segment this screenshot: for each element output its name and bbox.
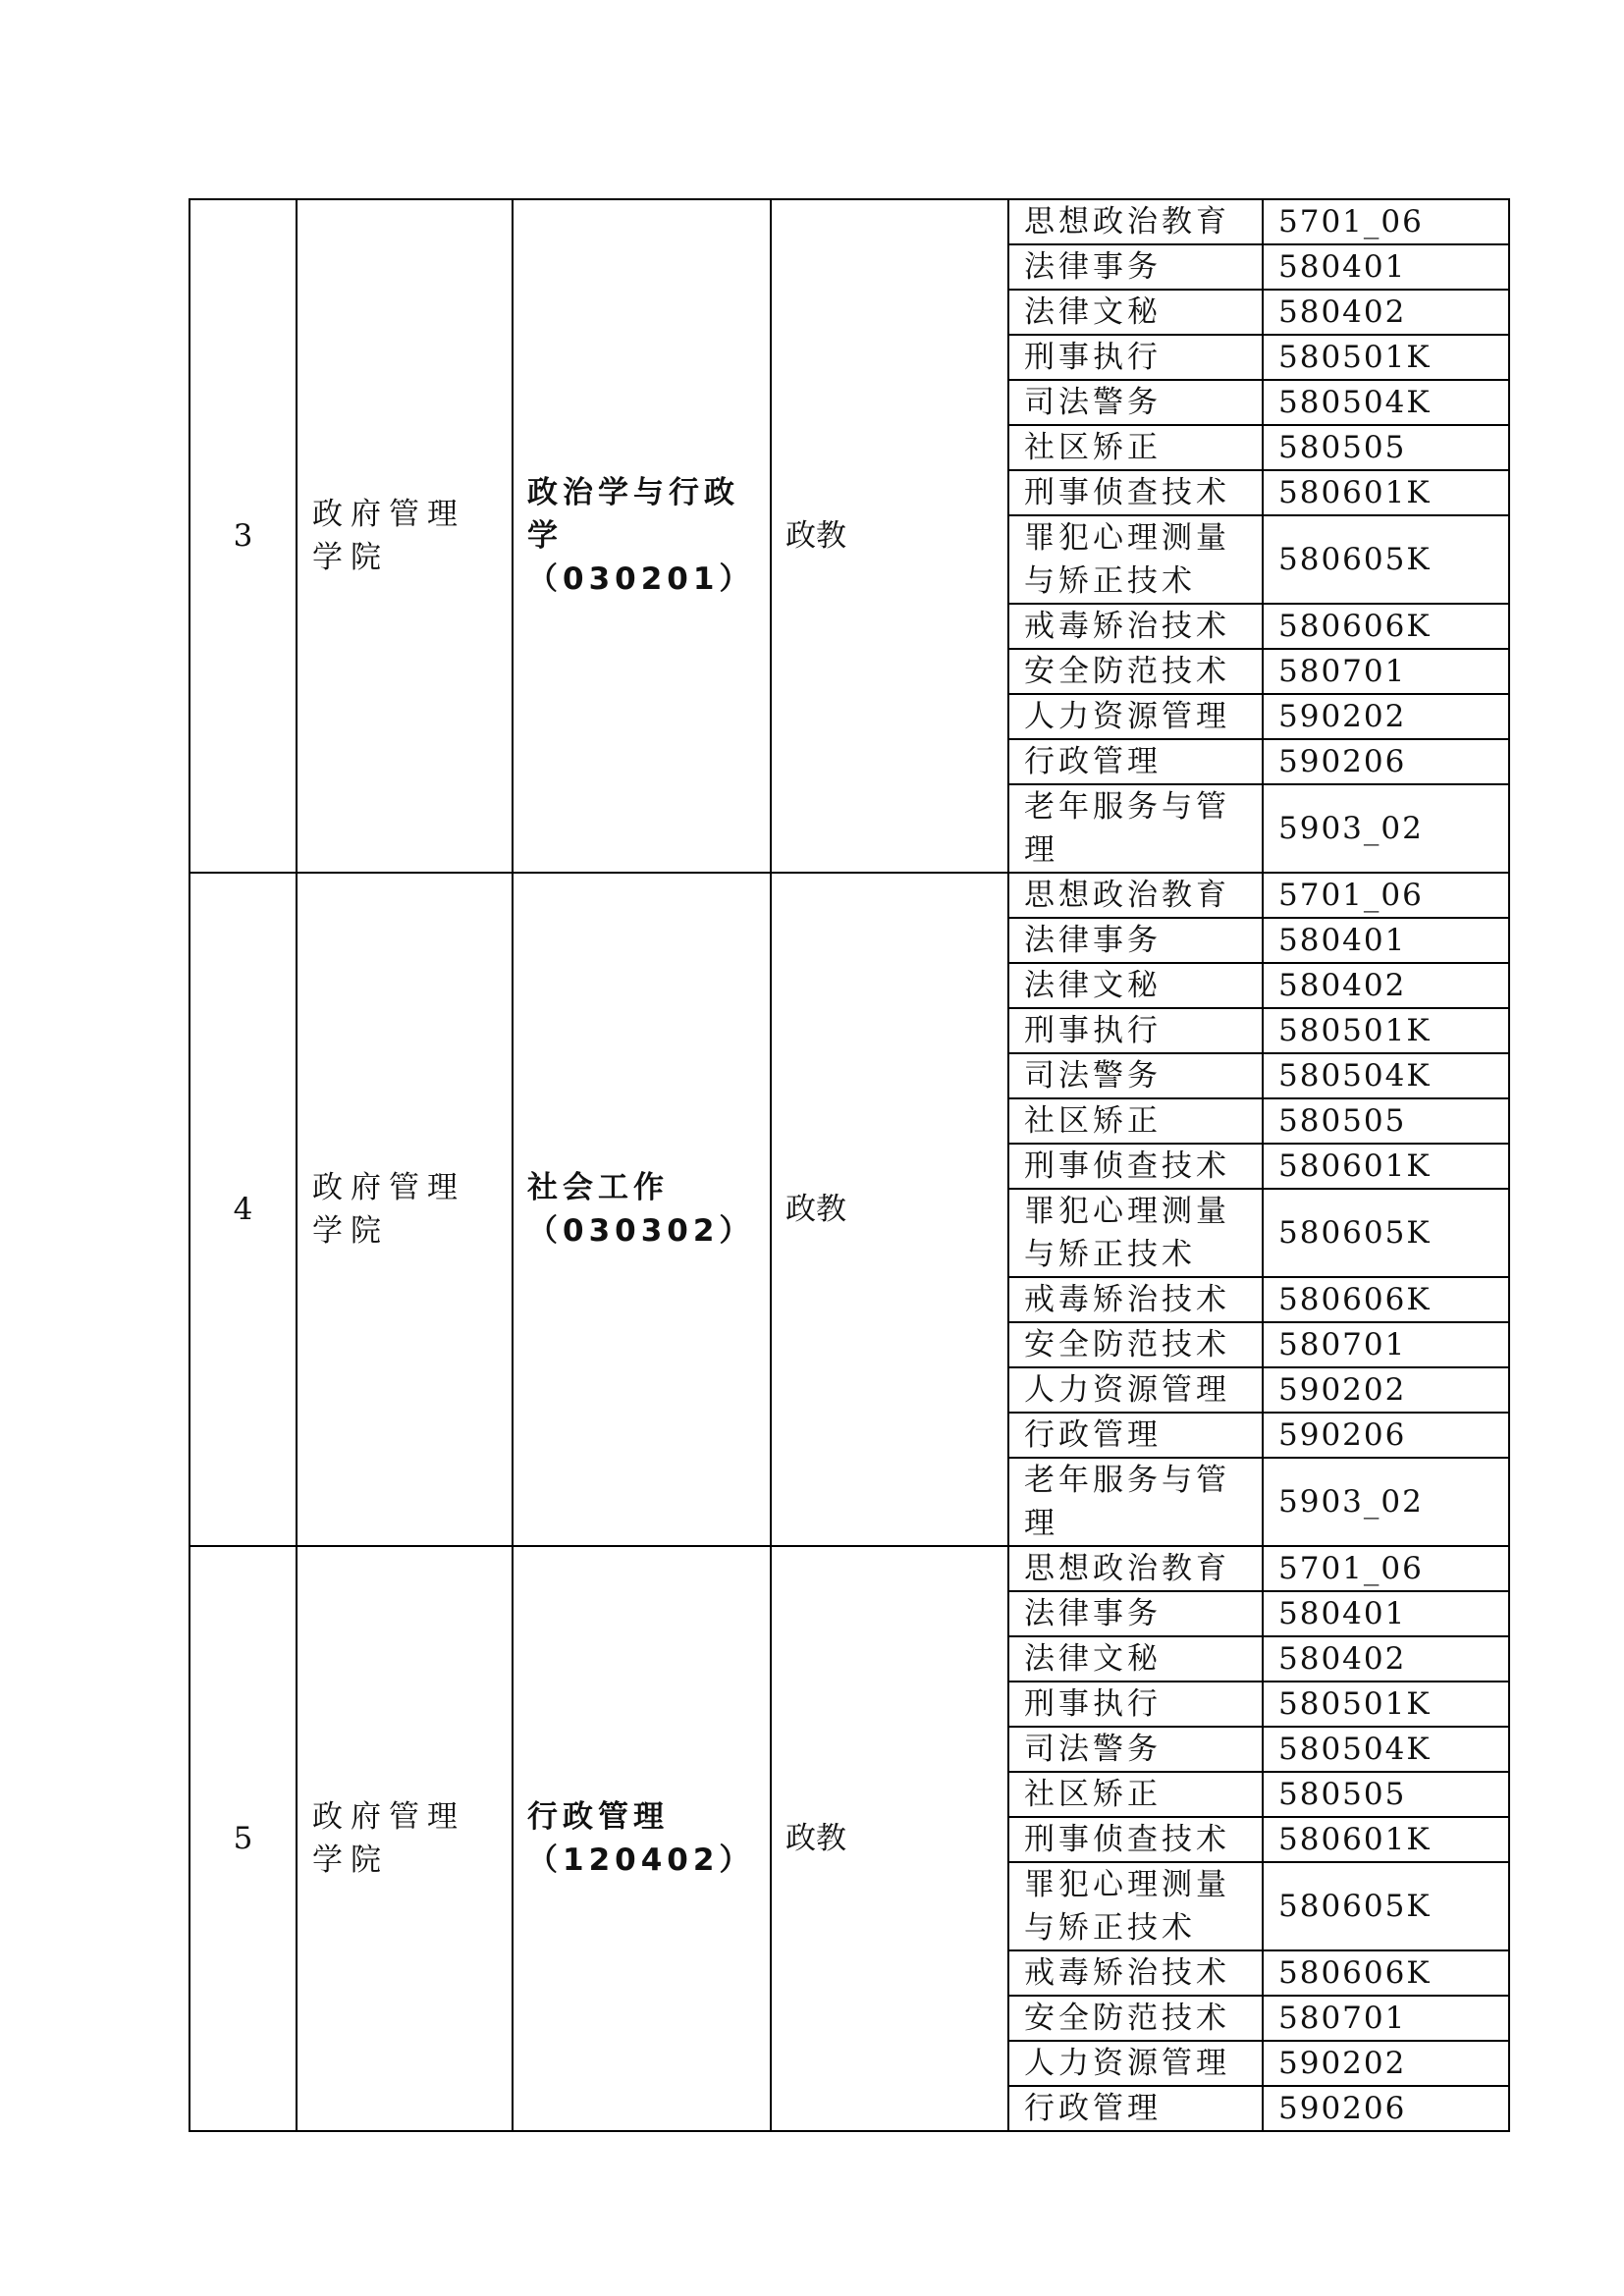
subject-name: 思想政治教育 [1008, 1546, 1263, 1591]
subject-code: 580504K [1263, 1727, 1509, 1772]
subject-code: 580701 [1263, 1996, 1509, 2041]
major-name: 行政管理（120402） [513, 1546, 771, 2131]
subject-code: 5701_06 [1263, 1546, 1509, 1591]
subject-name: 司法警务 [1008, 1053, 1263, 1098]
subject-code: 580601K [1263, 470, 1509, 515]
subject-name: 刑事执行 [1008, 335, 1263, 380]
subject-name: 老年服务与管理 [1008, 784, 1263, 873]
subject-name: 安全防范技术 [1008, 649, 1263, 694]
subject-name: 刑事执行 [1008, 1682, 1263, 1727]
subject-code: 580601K [1263, 1144, 1509, 1189]
row-index: 4 [189, 873, 297, 1546]
subject-code: 5903_02 [1263, 1458, 1509, 1546]
subject-code: 590202 [1263, 694, 1509, 739]
category-name: 政教 [771, 873, 1008, 1546]
row-index: 3 [189, 199, 297, 873]
college-name: 政府管理学院 [297, 199, 513, 873]
subject-code: 580504K [1263, 380, 1509, 425]
subject-code: 580605K [1263, 1862, 1509, 1950]
subject-name: 社区矫正 [1008, 1772, 1263, 1817]
subject-code: 580401 [1263, 244, 1509, 290]
subject-name: 行政管理 [1008, 739, 1263, 784]
subject-code: 580401 [1263, 1591, 1509, 1636]
subject-name: 罪犯心理测量与矫正技术 [1008, 515, 1263, 604]
subject-code: 580505 [1263, 1772, 1509, 1817]
subject-name: 人力资源管理 [1008, 1367, 1263, 1413]
subject-code: 580606K [1263, 1277, 1509, 1322]
subject-name: 罪犯心理测量与矫正技术 [1008, 1189, 1263, 1277]
subject-code: 580402 [1263, 1636, 1509, 1682]
subject-name: 思想政治教育 [1008, 199, 1263, 244]
subject-code: 580401 [1263, 918, 1509, 963]
subject-code: 5903_02 [1263, 784, 1509, 873]
subject-name: 法律事务 [1008, 918, 1263, 963]
category-name: 政教 [771, 1546, 1008, 2131]
subject-code: 580402 [1263, 963, 1509, 1008]
subject-name: 戒毒矫治技术 [1008, 604, 1263, 649]
subject-code: 590206 [1263, 1413, 1509, 1458]
subject-code: 580402 [1263, 290, 1509, 335]
subject-code: 580501K [1263, 1682, 1509, 1727]
subject-code: 580505 [1263, 1098, 1509, 1144]
subject-name: 安全防范技术 [1008, 1322, 1263, 1367]
subject-name: 罪犯心理测量与矫正技术 [1008, 1862, 1263, 1950]
subject-code: 580605K [1263, 515, 1509, 604]
subject-name: 法律事务 [1008, 244, 1263, 290]
subject-code: 580501K [1263, 335, 1509, 380]
subject-code: 5701_06 [1263, 199, 1509, 244]
subject-code: 580505 [1263, 425, 1509, 470]
subject-name: 思想政治教育 [1008, 873, 1263, 918]
subject-name: 老年服务与管理 [1008, 1458, 1263, 1546]
college-name: 政府管理学院 [297, 873, 513, 1546]
subject-name: 司法警务 [1008, 380, 1263, 425]
subject-code: 5701_06 [1263, 873, 1509, 918]
subject-name: 刑事执行 [1008, 1008, 1263, 1053]
subject-code: 580601K [1263, 1817, 1509, 1862]
table-row [189, 199, 1509, 244]
subject-name: 社区矫正 [1008, 1098, 1263, 1144]
subject-name: 法律文秘 [1008, 963, 1263, 1008]
subject-name: 行政管理 [1008, 1413, 1263, 1458]
major-name: 社会工作（030302） [513, 873, 771, 1546]
subject-name: 戒毒矫治技术 [1008, 1277, 1263, 1322]
subject-code: 580606K [1263, 604, 1509, 649]
subject-name: 社区矫正 [1008, 425, 1263, 470]
subject-code: 590202 [1263, 1367, 1509, 1413]
subject-code: 580504K [1263, 1053, 1509, 1098]
table-row [189, 1546, 1509, 1591]
subject-name: 戒毒矫治技术 [1008, 1950, 1263, 1996]
subject-name: 刑事侦查技术 [1008, 1817, 1263, 1862]
subject-name: 法律文秘 [1008, 290, 1263, 335]
subject-name: 人力资源管理 [1008, 694, 1263, 739]
subject-name: 刑事侦查技术 [1008, 470, 1263, 515]
subject-name: 安全防范技术 [1008, 1996, 1263, 2041]
subject-name: 刑事侦查技术 [1008, 1144, 1263, 1189]
subject-code: 590206 [1263, 2086, 1509, 2131]
subject-code: 580605K [1263, 1189, 1509, 1277]
major-mapping-table [189, 198, 1510, 2132]
subject-code: 590206 [1263, 739, 1509, 784]
subject-name: 人力资源管理 [1008, 2041, 1263, 2086]
subject-code: 580606K [1263, 1950, 1509, 1996]
subject-code: 580701 [1263, 1322, 1509, 1367]
row-index: 5 [189, 1546, 297, 2131]
major-name: 政治学与行政学（030201） [513, 199, 771, 873]
subject-name: 法律事务 [1008, 1591, 1263, 1636]
subject-name: 行政管理 [1008, 2086, 1263, 2131]
category-name: 政教 [771, 199, 1008, 873]
subject-code: 580501K [1263, 1008, 1509, 1053]
college-name: 政府管理学院 [297, 1546, 513, 2131]
subject-name: 司法警务 [1008, 1727, 1263, 1772]
table-body [189, 199, 1509, 2131]
subject-code: 590202 [1263, 2041, 1509, 2086]
subject-name: 法律文秘 [1008, 1636, 1263, 1682]
table-row [189, 873, 1509, 918]
subject-code: 580701 [1263, 649, 1509, 694]
